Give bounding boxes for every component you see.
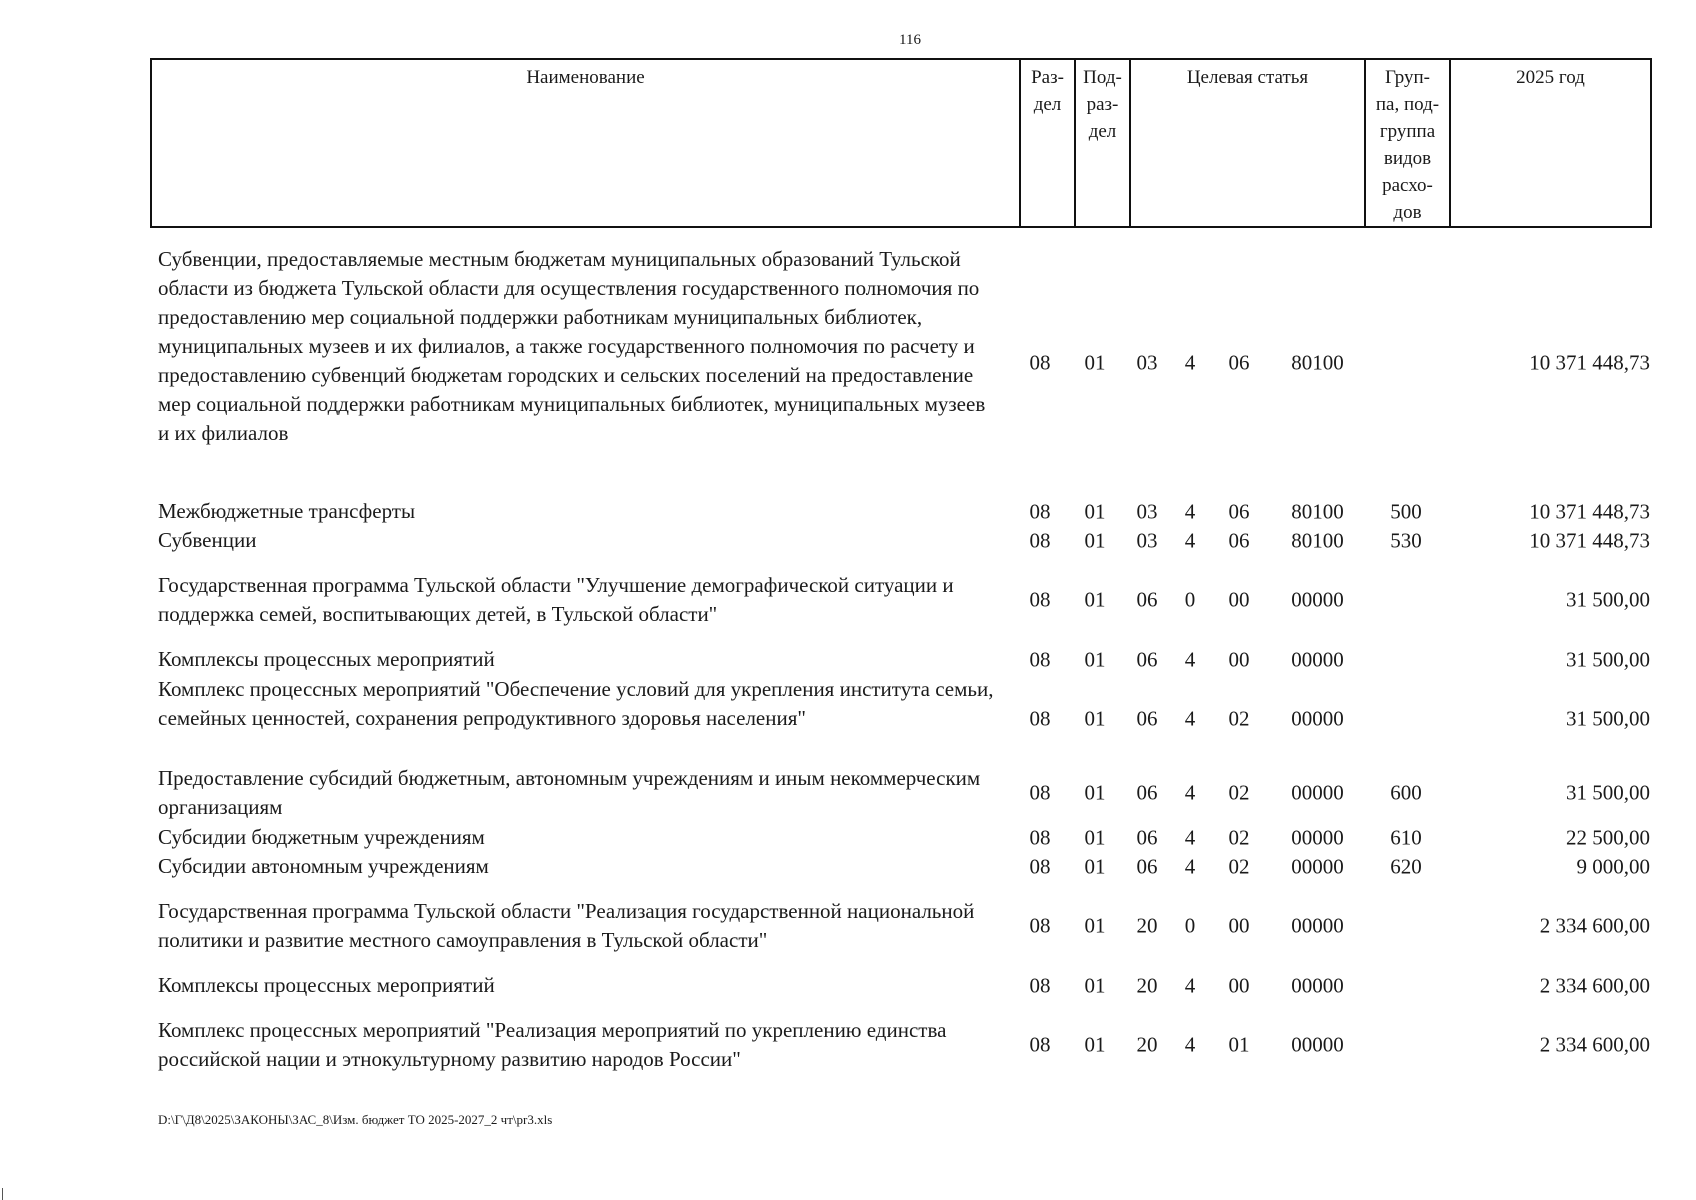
row-vid: 600 [1390,780,1422,805]
row-cel-4: 00000 [1291,913,1344,938]
row-name: Комплекс процессных мероприятий "Реализация мероприятий по укреплению единства российской нации и этнокультурному развитию народов России" [158,1018,947,1071]
row-cel-1: 06 [1136,854,1158,878]
row-cel-2: 0 [1184,587,1196,612]
row-cel-3: 06 [1228,499,1250,523]
page-number: 116 [899,32,921,48]
row-cel-2: 4 [1184,706,1196,730]
row-name: Субсидии автономным учреждениям [158,854,489,878]
row-name: Комплекс процессных мероприятий "Обеспечение условий для укрепления института семьи, семейных ценностей, сохранения репродуктивного здоровья населения" [158,677,994,730]
row-name: Субвенции, предоставляемые местным бюджетам муниципальных образований Тульской области из бюджета Тульской области для осуществления государственного полномочия по предоставлению мер социальной поддержки работникам муниципальных библиотек, муниципальных музеев и их филиалов, а также государственного полномочия по расчету и предоставлению субвенций бюджетам городских и сельских поселений на предоставление мер социальной поддержки работникам муниципальных библиотек, муниципальных музеев и их филиалов [158,247,986,445]
row-podrazdel: 01 [1084,973,1106,997]
row-cel-4: 00000 [1291,1032,1344,1057]
row-name: Комплексы процессных мероприятий [158,647,495,671]
row-razdel: 08 [1029,780,1051,805]
row-razdel: 08 [1029,647,1051,671]
table-header [150,58,1652,228]
row-cel-1: 06 [1136,825,1158,849]
row-podrazdel: 01 [1084,499,1106,523]
row-cel-1: 03 [1136,499,1158,523]
row-cel-1: 03 [1136,528,1158,552]
row-cel-2: 4 [1184,499,1196,523]
row-cel-4: 00000 [1291,780,1344,805]
row-razdel: 08 [1029,587,1051,612]
row-podrazdel: 01 [1084,528,1106,552]
row-razdel: 08 [1029,350,1051,375]
row-cel-4: 00000 [1291,854,1344,878]
row-razdel: 08 [1029,825,1051,849]
row-cel-3: 00 [1228,913,1250,938]
row-sum: 31 500,00 [1566,587,1650,612]
header-celevaya-statya: Целевая статья [1129,60,1364,226]
row-name: Предоставление субсидий бюджетным, автономным учреждениям и иным некоммерческим организациям [158,766,981,819]
table-row [0,1016,1696,1074]
row-cel-2: 0 [1184,913,1196,938]
row-razdel: 08 [1029,499,1051,523]
row-vid: 610 [1390,825,1422,849]
row-vid: 620 [1390,854,1422,878]
table-row [0,245,1696,481]
row-name: Субвенции [158,528,257,552]
row-cel-2: 4 [1184,780,1196,805]
row-cel-4: 00000 [1291,647,1344,671]
row-name: Межбюджетные трансферты [158,499,416,523]
footer-file-path: D:\Г\Д8\2025\ЗАКОНЫ\ЗАС_8\Изм. бюджет ТО 2025-2027_2 чт\pr3.xls [158,1112,553,1127]
row-sum: 31 500,00 [1566,647,1650,671]
scan-edge-mark [2,1188,3,1200]
row-sum: 10 371 448,73 [1529,499,1650,523]
row-razdel: 08 [1029,1032,1051,1057]
row-cel-2: 4 [1184,825,1196,849]
row-name: Государственная программа Тульской области "Улучшение демографической ситуации и поддержка семей, воспитывающих детей, в Тульской области" [158,573,954,626]
row-cel-3: 02 [1228,854,1250,878]
table-row [0,526,1696,555]
row-cel-1: 03 [1136,350,1158,375]
row-cel-4: 00000 [1291,706,1344,730]
row-podrazdel: 01 [1084,647,1106,671]
row-vid: 530 [1390,528,1422,552]
row-sum: 2 334 600,00 [1539,973,1650,997]
row-cel-3: 02 [1228,706,1250,730]
row-cel-2: 4 [1184,647,1196,671]
row-cel-2: 4 [1184,973,1196,997]
row-sum: 9 000,00 [1576,854,1650,878]
row-cel-1: 06 [1136,647,1158,671]
row-podrazdel: 01 [1084,780,1106,805]
row-sum: 10 371 448,73 [1529,350,1650,375]
row-podrazdel: 01 [1084,825,1106,849]
row-razdel: 08 [1029,973,1051,997]
row-podrazdel: 01 [1084,587,1106,612]
row-podrazdel: 01 [1084,706,1106,730]
row-sum: 2 334 600,00 [1539,1032,1650,1057]
row-cel-2: 4 [1184,1032,1196,1057]
row-cel-1: 06 [1136,706,1158,730]
row-cel-3: 02 [1228,780,1250,805]
row-cel-4: 80100 [1291,350,1344,375]
row-cel-3: 06 [1228,528,1250,552]
row-cel-3: 00 [1228,647,1250,671]
row-razdel: 08 [1029,706,1051,730]
row-podrazdel: 01 [1084,913,1106,938]
row-cel-4: 00000 [1291,973,1344,997]
row-cel-3: 06 [1228,350,1250,375]
row-vid: 500 [1390,499,1422,523]
row-razdel: 08 [1029,854,1051,878]
row-cel-4: 00000 [1291,825,1344,849]
row-cel-3: 00 [1228,587,1250,612]
table-row [0,764,1696,822]
header-gruppa-vidov: Груп- па, под- группа видов расхо- дов [1364,60,1449,226]
table-row [0,571,1696,629]
table-row [0,497,1696,526]
row-sum: 31 500,00 [1566,706,1650,730]
table-row [0,852,1696,881]
row-cel-4: 80100 [1291,528,1344,552]
row-sum: 2 334 600,00 [1539,913,1650,938]
table-row [0,897,1696,955]
header-year: 2025 год [1449,60,1650,226]
table-row [0,971,1696,1000]
table-row [0,675,1696,762]
row-cel-4: 00000 [1291,587,1344,612]
row-cel-1: 20 [1136,913,1158,938]
row-podrazdel: 01 [1084,350,1106,375]
row-cel-3: 02 [1228,825,1250,849]
row-cel-3: 01 [1228,1032,1250,1057]
row-cel-3: 00 [1228,973,1250,997]
row-sum: 22 500,00 [1566,825,1650,849]
row-name: Государственная программа Тульской области "Реализация государственной национальной политики и развитие местного самоуправления в Тульской области" [158,899,975,952]
row-podrazdel: 01 [1084,1032,1106,1057]
row-razdel: 08 [1029,913,1051,938]
row-cel-1: 06 [1136,587,1158,612]
row-cel-4: 80100 [1291,499,1344,523]
row-sum: 31 500,00 [1566,780,1650,805]
row-podrazdel: 01 [1084,854,1106,878]
header-razdel: Раз- дел [1019,60,1074,226]
header-podrazdel: Под- раз- дел [1074,60,1129,226]
row-cel-1: 06 [1136,780,1158,805]
row-name: Субсидии бюджетным учреждениям [158,825,485,849]
row-sum: 10 371 448,73 [1529,528,1650,552]
table-row [0,645,1696,674]
header-name: Наименование [526,67,645,88]
row-razdel: 08 [1029,528,1051,552]
row-cel-1: 20 [1136,973,1158,997]
row-cel-2: 4 [1184,854,1196,878]
row-cel-1: 20 [1136,1032,1158,1057]
row-cel-2: 4 [1184,528,1196,552]
table-row [0,823,1696,852]
row-name: Комплексы процессных мероприятий [158,973,495,997]
row-cel-2: 4 [1184,350,1196,375]
